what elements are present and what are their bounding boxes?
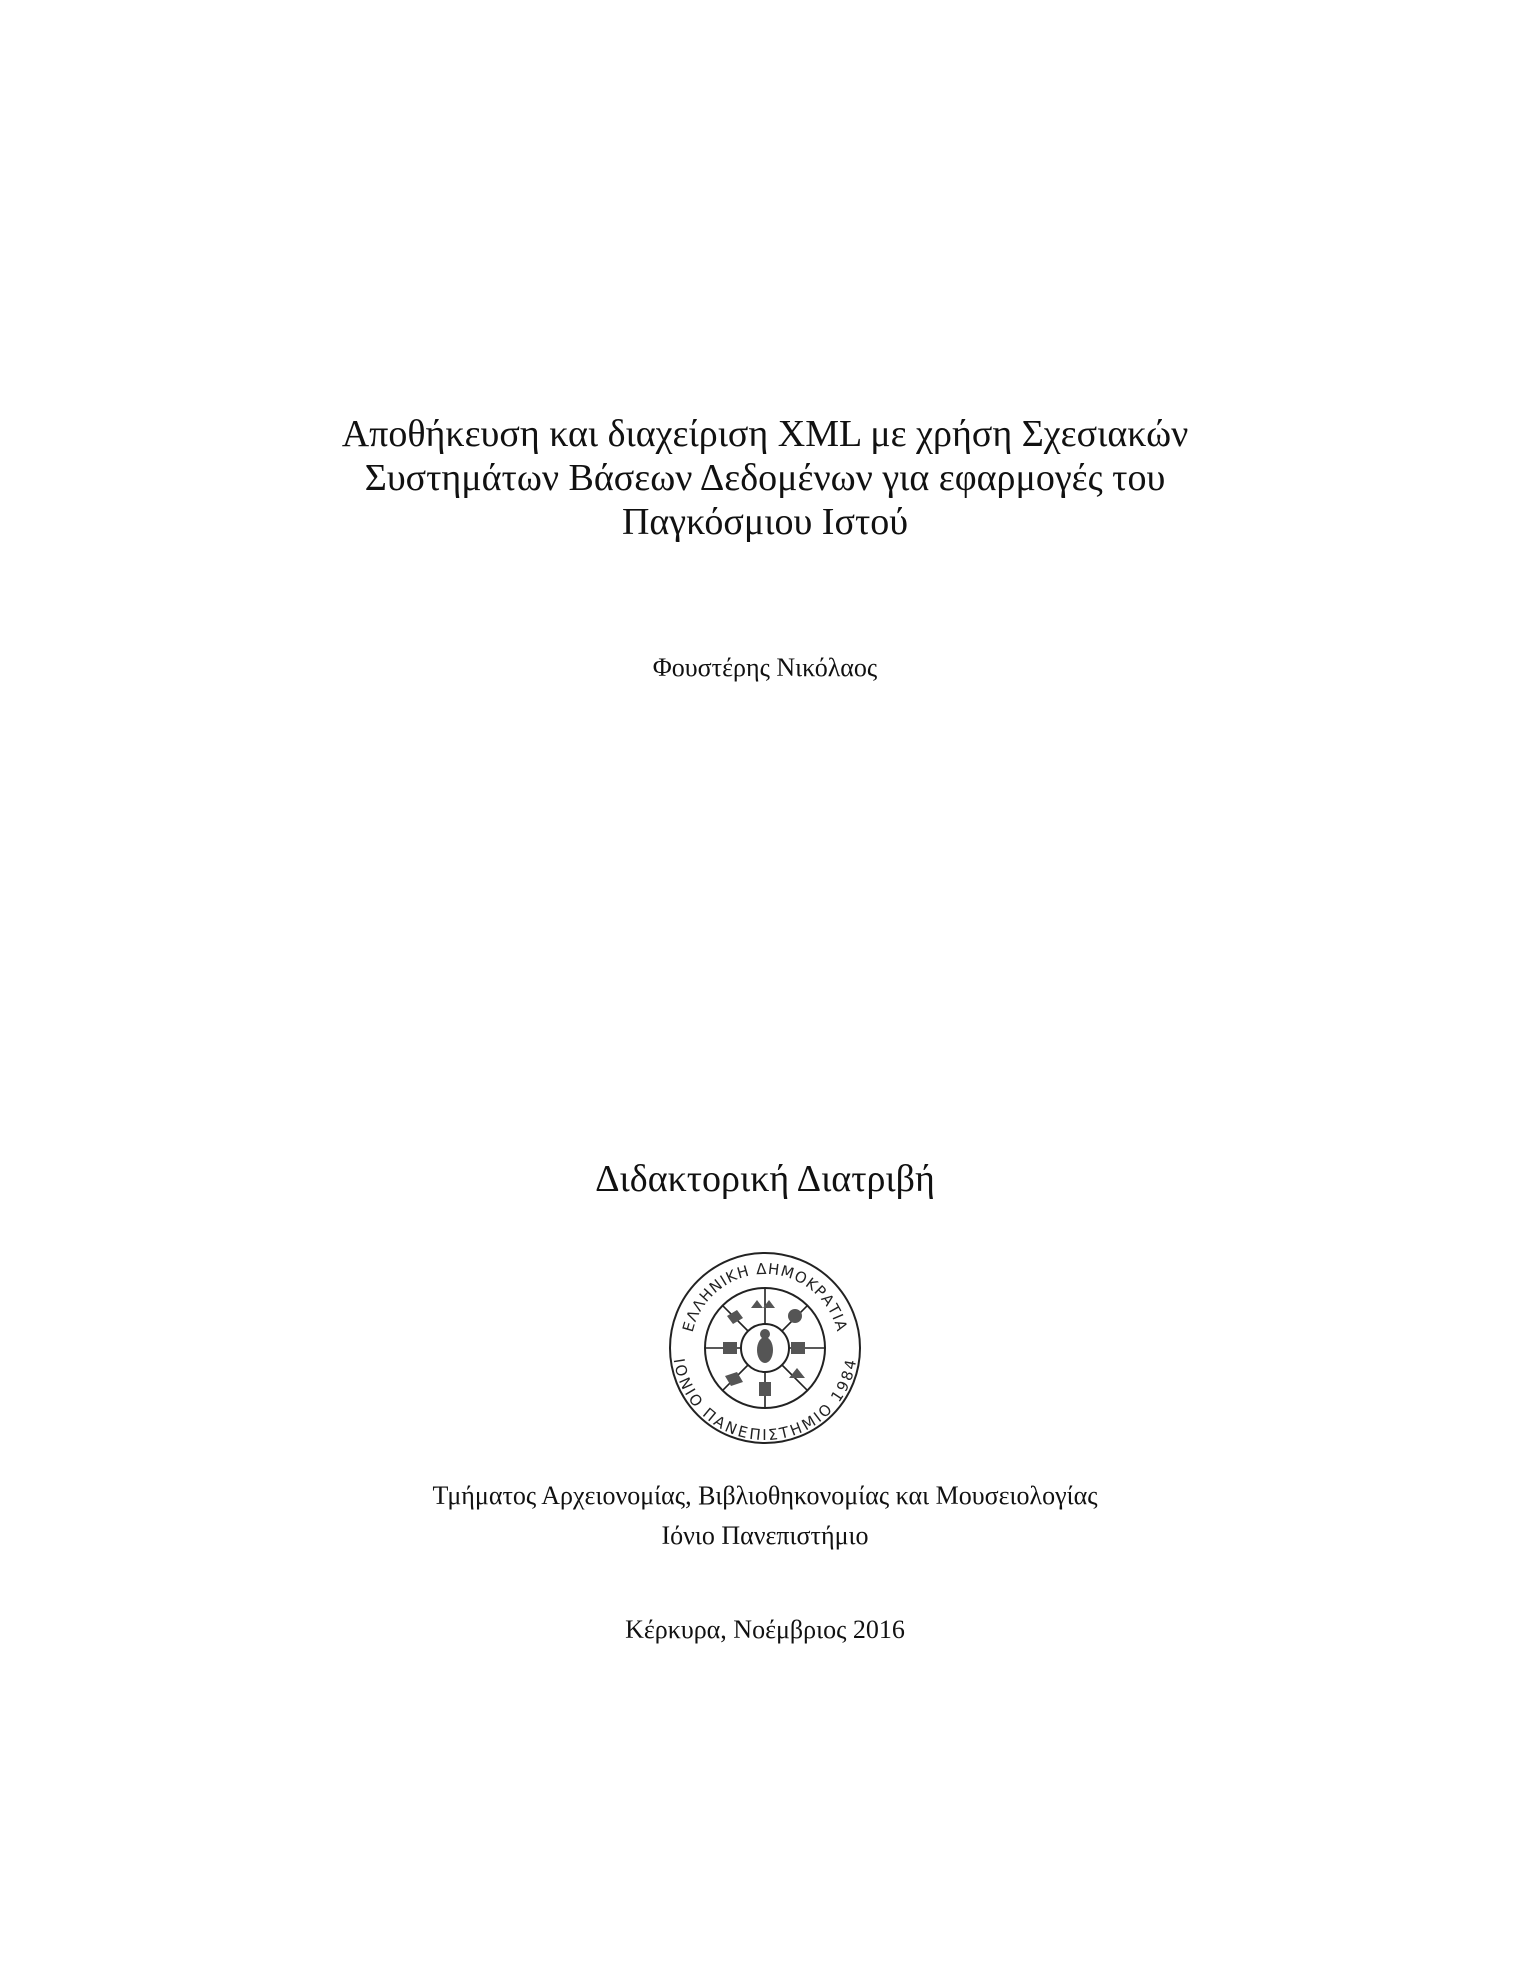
department-block [0, 1476, 1530, 1556]
department-name: Τμήματος Αρχειονομίας, Βιβλιοθηκονομίας και Μουσειολογίας [432, 1481, 1098, 1510]
seal-text-bottom: ΙΟΝΙΟ ΠΑΝΕΠΙΣΤΗΜΙΟ 1984 [669, 1357, 861, 1445]
thesis-title-line-2: Συστημάτων Βάσεων Δεδομένων για εφαρμογές του [364, 457, 1166, 499]
document-type: Διδακτορική Διατριβή [595, 1158, 935, 1200]
university-name: Ιόνιο Πανεπιστήμιο [661, 1521, 869, 1550]
seal-text-top: ΕΛΛΗΝΙΚΗ ΔΗΜΟΚΡΑΤΙΑ [678, 1259, 852, 1334]
thesis-title-line-1: Αποθήκευση και διαχείριση XML με χρήση Σχεσιακών [341, 413, 1189, 455]
seal-graphic [667, 1250, 863, 1446]
thesis-title [0, 412, 1530, 544]
thesis-title-line-3: Παγκόσμιου Ιστού [621, 501, 909, 543]
place-date: Κέρκυρα, Νοέμβριος 2016 [625, 1615, 905, 1644]
university-seal-icon [667, 1250, 863, 1446]
author-name: Φουστέρης Νικόλαος [652, 653, 878, 682]
